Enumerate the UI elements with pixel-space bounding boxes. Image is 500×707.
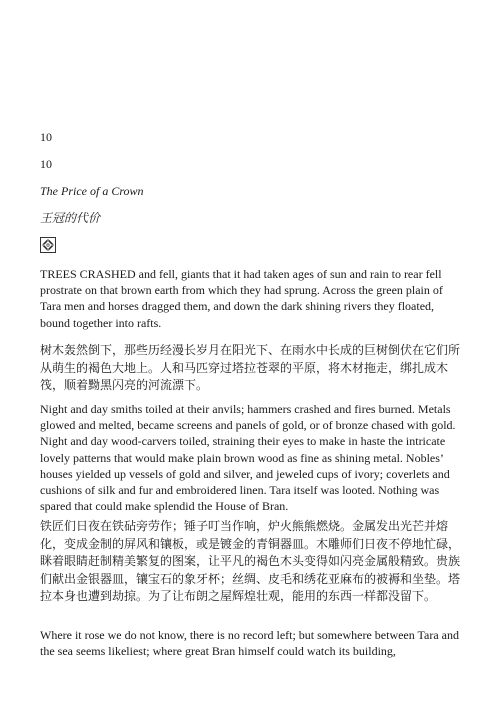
page-number: 10 [40, 157, 52, 171]
chapter-title-chinese: 王冠的代价 [40, 211, 101, 225]
diamond-ornament-icon [40, 237, 56, 253]
page-number: 10 [40, 130, 52, 144]
paragraph-english: Where it rose we do not know, there is no record left; but somewhere between Tara and the sea seems likeliest; where great Bran himself could watch its building, [40, 628, 460, 659]
paragraph-english: Night and day smiths toiled at their anvils; hammers crashed and fires burned. Metals glowed and melted, became screens and panels of gold, or of bronze chased with gold. Night and day wood-carvers toiled, straining their eyes to make in haste the intricate lovely patterns that would make plain brown wood as fine as shining metal. Nobles’ houses yielded up vessels of gold and silver, and jeweled cups of ivory; coverlets and cushions of silk and fur and embroidered linen. Tara itself was looted. Nothing was spared that could make splendid the House of Bran. [40, 402, 456, 514]
paragraph-chinese: 树木轰然倒下，那些历经漫长岁月在阳光下、在雨水中长成的巨树倒伏在它们所从萌生的褐色大地上。人和马匹穿过塔拉苍翠的平原，将木材拖走，绑扎成木筏，顺着黝黑闪亮的河流漂下。 [40, 343, 461, 392]
paragraph-chinese: 铁匠们日夜在铁砧旁劳作；锤子叮当作响，炉火熊熊燃烧。金属发出光芒并熔化，变成金制的屏风和镶板，或是镀金的青铜器皿。木雕师们日夜不停地忙碌，眯着眼睛赶制精美繁复的图案，让平凡的褐色木头变得如闪亮金属般精致。贵族们献出金银器皿，镶宝石的象牙杯；丝绸、皮毛和绣花亚麻布的被褥和坐垫。塔拉本身也遭到劫掠。为了让布朗之屋辉煌壮观，能用的东西一样都没留下。 [40, 519, 461, 603]
chapter-title-english: The Price of a Crown [40, 184, 144, 198]
paragraph-english: TREES CRASHED and fell, giants that it had taken ages of sun and rain to rear fell prostrate on that brown earth from which they had sprung. Across the green plain of Tara men and horses dragged them, and down the dark shining rivers they floated, bound together into rafts. [40, 267, 443, 330]
